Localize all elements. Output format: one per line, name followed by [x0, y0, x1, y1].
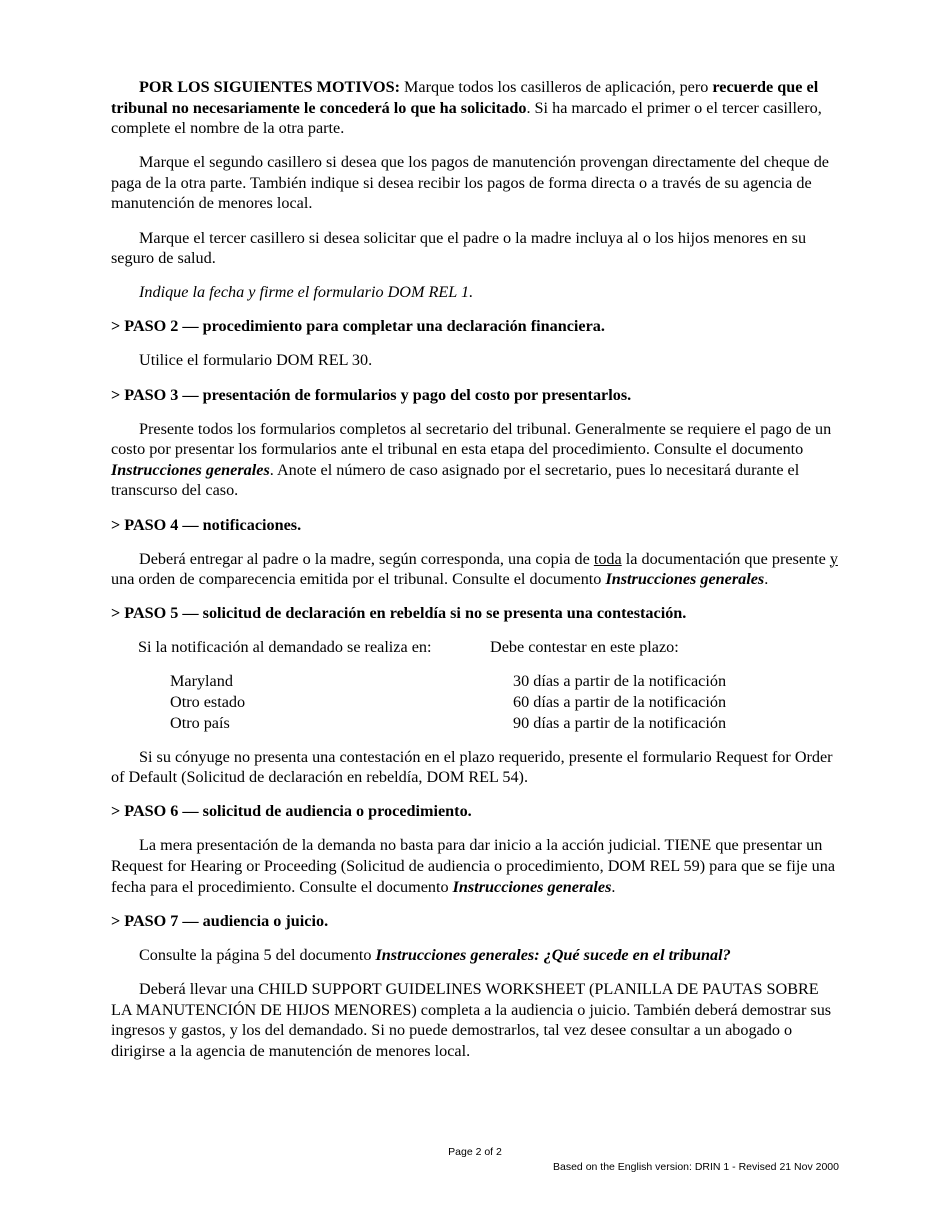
step-5-body: Si su cónyuge no presenta una contestación en el plazo requerido, presente el formulario Request for Order of Default (Solicitud de declaración en rebeldía, DOM REL 54). — [111, 747, 833, 787]
service-table-header — [111, 637, 839, 658]
table-row: Maryland 30 días a partir de la notificación — [170, 672, 727, 691]
table-row: Otro país 90 días a partir de la notificación — [170, 713, 727, 732]
page-number: Page 2 of 2 — [448, 1146, 502, 1158]
step-6-heading: > PASO 6 — solicitud de audiencia o procedimiento. — [111, 802, 472, 821]
step-5-heading: > PASO 5 — solicitud de declaración en rebeldía si no se presenta una contestación. — [111, 604, 687, 623]
step-3-body: Presente todos los formularios completos al secretario del tribunal. Generalmente se requiere el pago de un costo por presentar los formularios ante el tribunal en esta etapa del procedimiento. Consulte el documento Instrucciones generales. Anote el número de caso asignado por el secretario, pues lo necesitará durante el transcurso del caso. — [111, 419, 832, 500]
step-7-worksheet-paragraph: Deberá llevar una CHILD SUPPORT GUIDELINES WORKSHEET (PLANILLA DE PAUTAS SOBRE LA MANUTENCIÓN DE HIJOS MENORES) completa a la audiencia o juicio. También deberá demostrar sus ingresos y gastos, y los del demandado. Si no puede demostrarlos, tal vez desee consultar a un abogado o dirigirse a la agencia de manutención de menores local. — [111, 979, 832, 1060]
document-body — [111, 77, 839, 1075]
third-box-paragraph: Marque el tercer casillero si desea solicitar que el padre o la madre incluya al o los hijos menores en su seguro de salud. — [111, 228, 807, 268]
step-2-body: Utilice el formulario DOM REL 30. — [139, 351, 373, 370]
service-table — [111, 671, 839, 733]
service-location-header: Si la notificación al demandado se realiza en: — [138, 638, 432, 657]
step-4-heading: > PASO 4 — notificaciones. — [111, 515, 302, 534]
general-instructions-ref: Instrucciones generales — [452, 877, 612, 896]
date-sign-paragraph: Indique la fecha y firme el formulario DOM REL 1. — [139, 283, 474, 302]
step-7-heading: > PASO 7 — audiencia o juicio. — [111, 911, 329, 930]
step-6-body: La mera presentación de la demanda no basta para dar inicio a la acción judicial. TIENE que presentar un Request for Hearing or Proceeding (Solicitud de audiencia o procedimiento, DOM REL 59) para que se fije una fecha para el procedimiento. Consulte el documento Instrucciones generales. — [111, 836, 836, 896]
general-instructions-ref: Instrucciones generales — [111, 460, 270, 479]
step-2-heading: > PASO 2 — procedimiento para completar una declaración financiera. — [111, 317, 605, 336]
general-instructions-ref: Instrucciones generales: ¿Qué sucede en el tribunal? — [375, 945, 731, 964]
source-note: Based on the English version: DRIN 1 - Revised 21 Nov 2000 — [553, 1161, 839, 1173]
table-row: Otro estado 60 días a partir de la notificación — [170, 692, 727, 711]
second-box-paragraph: Marque el segundo casillero si desea que los pagos de manutención provengan directamente del cheque de paga de la otra parte. También indique si desea recibir los pagos de forma directa o a través de su agencia de manutención de menores local. — [111, 153, 829, 213]
answer-term-header: Debe contestar en este plazo: — [490, 638, 679, 657]
step-4-body: Deberá entregar al padre o la madre, según corresponda, una copia de toda la documentación que presente y una orden de comparecencia emitida por el tribunal. Consulte el documento Instrucciones generales. — [111, 549, 838, 589]
step-7-body: Consulte la página 5 del documento Instrucciones generales: ¿Qué sucede en el tribunal? — [139, 945, 731, 964]
step-3-heading: > PASO 3 — presentación de formularios y pago del costo por presentarlos. — [111, 385, 632, 404]
motives-lead: POR LOS SIGUIENTES MOTIVOS: — [139, 78, 400, 96]
motives-paragraph: POR LOS SIGUIENTES MOTIVOS: Marque todos los casilleros de aplicación, pero recuerde que el tribunal no necesariamente le concederá lo que ha solicitado. Si ha marcado el primer o el tercer casillero, complete el nombre de la otra parte. — [111, 78, 822, 138]
general-instructions-ref: Instrucciones generales — [605, 570, 765, 589]
motives-warning: recuerde que el tribunal no necesariamente le concederá lo que ha solicitado — [111, 78, 819, 117]
